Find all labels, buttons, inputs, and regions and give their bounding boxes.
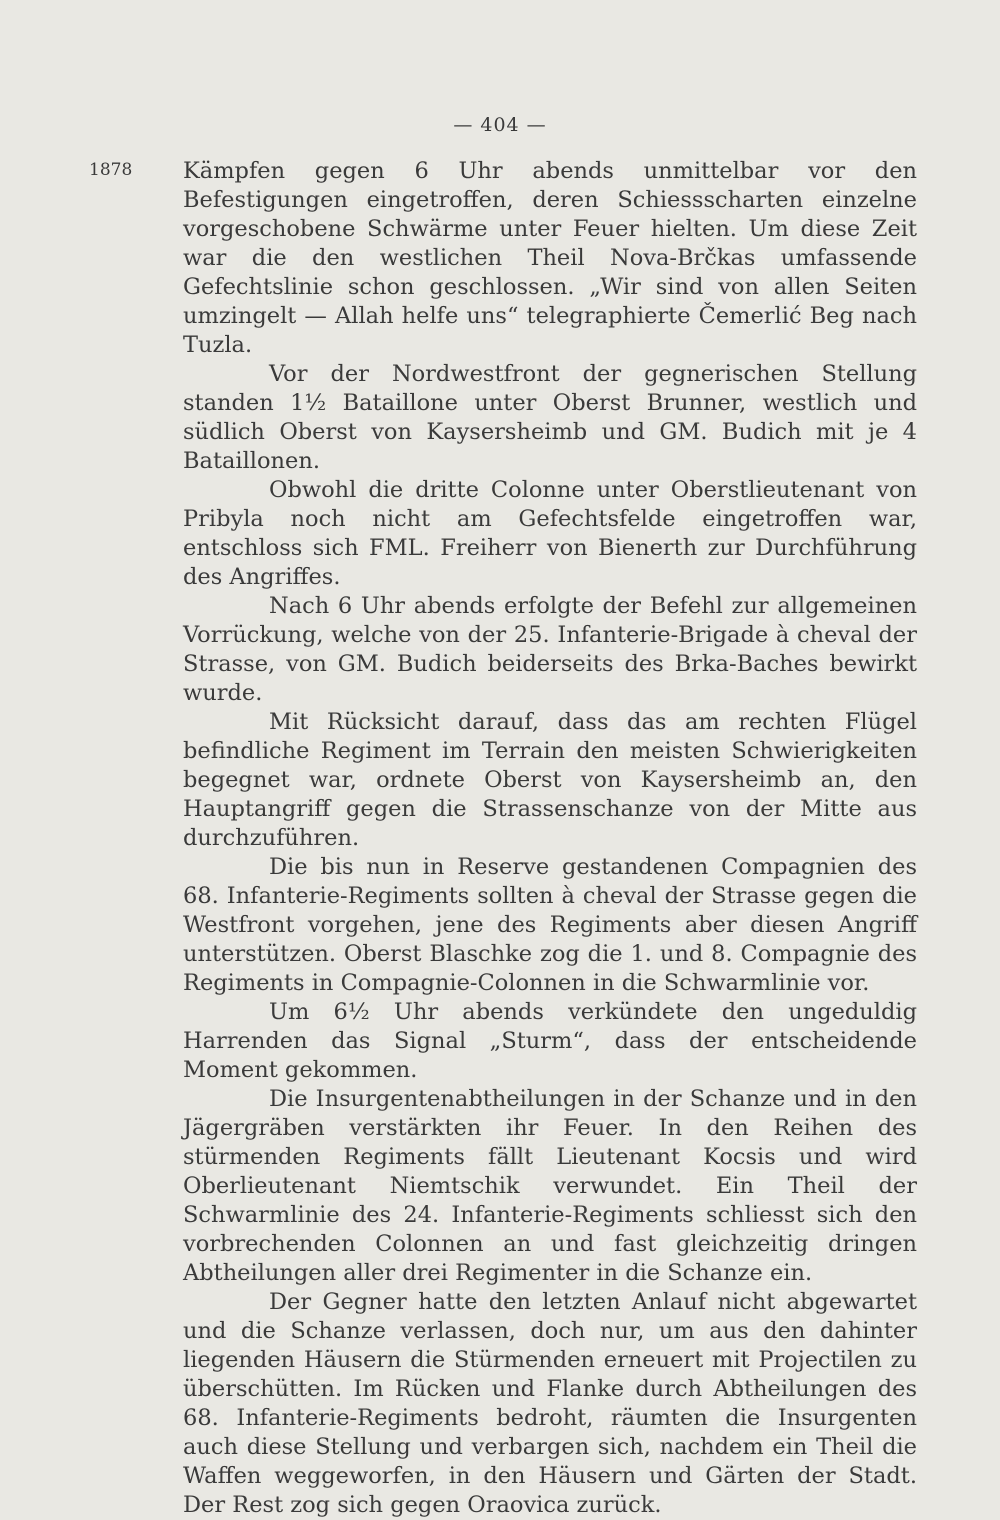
paragraph-2: Vor der Nordwestfront der gegnerischen Stellung standen 1½ Bataillone unter Oberst Brunner, westlich und südlich Oberst von Kaysersheimb und GM. Budich mit je 4 Bataillonen. xyxy=(183,361,917,474)
body-text xyxy=(183,157,917,1520)
paragraph-6: Die bis nun in Reserve gestandenen Compagnien des 68. Infanterie-Regiments sollten à cheval der Strasse gegen die Westfront vorgehen, jene des Regiments aber diesen Angriff unterstützen. Oberst Blaschke zog die 1. und 8. Compagnie des Regiments in Compagnie-Colonnen in die Schwarmlinie vor. xyxy=(183,854,917,996)
paragraph-1: Kämpfen gegen 6 Uhr abends unmittelbar vor den Befestigungen eingetroffen, deren Schiessscharten einzelne vorgeschobene Schwärme unter Feuer hielten. Um diese Zeit war die den westlichen Theil Nova-Brčkas umfassende Gefechtslinie schon geschlossen. „Wir sind von allen Seiten umzingelt — Allah helfe uns“ telegraphierte Čemerlić Beg nach Tuzla. xyxy=(183,158,917,358)
paragraph-3: Obwohl die dritte Colonne unter Oberstlieutenant von Pribyla noch nicht am Gefechtsfelde eingetroffen war, entschloss sich FML. Freiherr von Bienerth zur Durchführung des Angriffes. xyxy=(183,477,917,590)
paragraph-4: Nach 6 Uhr abends erfolgte der Befehl zur allgemeinen Vorrückung, welche von der 25. Infanterie-Brigade à cheval der Strasse, von GM. Budich beiderseits des Brka-Baches bewirkt wurde. xyxy=(183,593,917,706)
paragraph-7: Um 6½ Uhr abends verkündete den ungeduldig Harrenden das Signal „Sturm“, dass der entscheidende Moment gekommen. xyxy=(183,999,917,1083)
paragraph-8: Die Insurgentenabtheilungen in der Schanze und in den Jägergräben verstärkten ihr Feuer. In den Reihen des stürmenden Regiments fällt Lieutenant Kocsis und wird Oberlieutenant Niemtschik verwundet. Ein Theil der Schwarmlinie des 24. Infanterie-Regiments schliesst sich den vorbrechenden Colonnen an und fast gleichzeitig dringen Abtheilungen aller drei Regimenter in die Schanze ein. xyxy=(183,1086,917,1286)
paragraph-5: Mit Rücksicht darauf, dass das am rechten Flügel befindliche Regiment im Terrain den meisten Schwierigkeiten begegnet war, ordnete Oberst von Kaysersheimb an, den Hauptangriff gegen die Strassenschanze von der Mitte aus durchzuführen. xyxy=(183,709,917,851)
paragraph-9: Der Gegner hatte den letzten Anlauf nicht abgewartet und die Schanze verlassen, doch nur, um aus den dahinter liegenden Häusern die Stürmenden erneuert mit Projectilen zu überschütten. Im Rücken und Flanke durch Abtheilungen des 68. Infanterie-Regiments bedroht, räumten die Insurgenten auch diese Stellung und verbargen sich, nachdem ein Theil die Waffen weggeworfen, in den Häusern und Gärten der Stadt. Der Rest zog sich gegen Oraovica zurück. xyxy=(183,1289,917,1518)
page-number: — 404 — xyxy=(453,114,547,136)
margin-year: 1878 xyxy=(89,160,133,180)
